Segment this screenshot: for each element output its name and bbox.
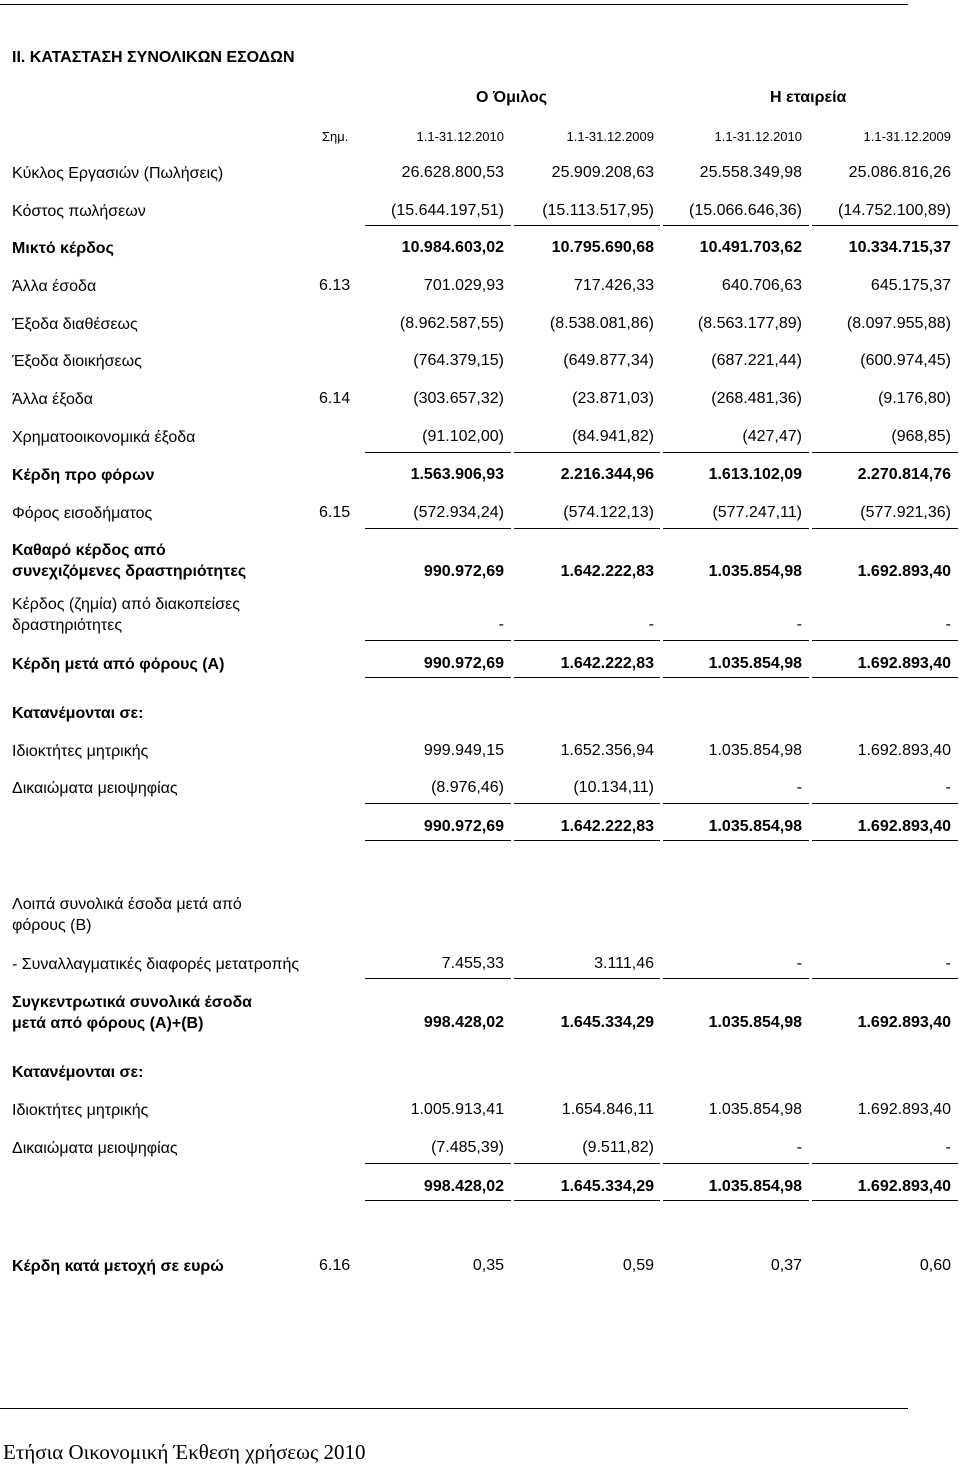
value: 1.035.854,98 bbox=[708, 742, 802, 759]
row-label: μετά από φόρους (Α)+(Β) bbox=[12, 1015, 204, 1032]
underline bbox=[365, 1200, 511, 1201]
note-ref: 6.13 bbox=[319, 277, 351, 294]
company-header: Η εταιρεία bbox=[770, 89, 847, 106]
value: 990.972,69 bbox=[423, 563, 504, 580]
underline bbox=[812, 677, 958, 678]
value: - bbox=[945, 616, 951, 633]
value: (84.941,82) bbox=[572, 428, 654, 445]
row-label: Άλλα έσοδα bbox=[12, 278, 97, 295]
value: 1.692.893,40 bbox=[857, 1014, 951, 1031]
value: 1.654.846,11 bbox=[561, 1101, 654, 1118]
value: 1.645.334,29 bbox=[560, 1014, 654, 1031]
value: 10.334.715,37 bbox=[848, 239, 951, 256]
value: (600.974,45) bbox=[860, 352, 951, 369]
page-title: II. ΚΑΤΑΣΤΑΣΗ ΣΥΝΟΛΙΚΩΝ ΕΣΟΔΩΝ bbox=[12, 49, 295, 66]
row-label: Κατανέμονται σε: bbox=[12, 705, 144, 722]
value: (7.485,39) bbox=[431, 1139, 504, 1156]
value: 1.642.222,83 bbox=[560, 818, 654, 835]
value: (572.934,24) bbox=[413, 504, 504, 521]
value: 10.984.603,02 bbox=[401, 239, 504, 256]
row-label: συνεχιζόμενες δραστηριότητες bbox=[12, 563, 247, 580]
value: 2.216.344,96 bbox=[560, 466, 654, 483]
value: 3.111,46 bbox=[594, 955, 654, 972]
underline bbox=[365, 452, 511, 453]
underline bbox=[663, 803, 809, 804]
underline bbox=[365, 677, 511, 678]
underline bbox=[514, 452, 660, 453]
underline bbox=[514, 677, 660, 678]
underline bbox=[812, 1200, 958, 1201]
underline bbox=[663, 1200, 809, 1201]
value: 25.086.816,26 bbox=[848, 164, 951, 181]
row-label: Έξοδα διοικήσεως bbox=[12, 353, 142, 370]
value: (10.134,11) bbox=[573, 779, 654, 796]
note-header: Σημ. bbox=[322, 129, 349, 144]
col-header-3: 1.1-31.12.2010 bbox=[714, 129, 802, 144]
underline bbox=[514, 640, 660, 641]
value: 7.455,33 bbox=[441, 955, 504, 972]
value: 990.972,69 bbox=[423, 655, 504, 672]
value: 1.642.222,83 bbox=[560, 563, 654, 580]
row-label: δραστηριότητες bbox=[12, 617, 123, 634]
row-label: Κέρδος (ζημία) από διακοπείσες bbox=[12, 596, 240, 613]
col-header-1: 1.1-31.12.2010 bbox=[416, 129, 504, 144]
value: (427,47) bbox=[742, 428, 802, 445]
value: 998.428,02 bbox=[423, 1014, 504, 1031]
value: 1.692.893,40 bbox=[857, 818, 951, 835]
underline bbox=[514, 1200, 660, 1201]
underline bbox=[365, 640, 511, 641]
underline bbox=[365, 803, 511, 804]
value: (91.102,00) bbox=[422, 428, 504, 445]
row-label: Ιδιοκτήτες μητρικής bbox=[12, 743, 149, 760]
underline bbox=[365, 528, 511, 529]
underline bbox=[812, 1163, 958, 1164]
value: 25.909.208,63 bbox=[551, 164, 654, 181]
row-label: Καθαρό κέρδος από bbox=[12, 542, 166, 559]
value: - bbox=[945, 779, 951, 796]
value: 1.005.913,41 bbox=[410, 1101, 504, 1118]
underline bbox=[663, 978, 809, 979]
value: 645.175,37 bbox=[870, 277, 951, 294]
value: 1.035.854,98 bbox=[708, 1014, 802, 1031]
value: 1.692.893,40 bbox=[857, 1178, 951, 1195]
value: - bbox=[945, 1139, 951, 1156]
value: 1.035.854,98 bbox=[708, 655, 802, 672]
underline bbox=[812, 840, 958, 841]
row-label: Κατανέμονται σε: bbox=[12, 1064, 144, 1081]
value: 1.652.356,94 bbox=[560, 742, 654, 759]
value: 1.692.893,40 bbox=[857, 1101, 951, 1118]
value: (23.871,03) bbox=[572, 390, 654, 407]
value: 1.642.222,83 bbox=[560, 655, 654, 672]
underline bbox=[663, 528, 809, 529]
value: (764.379,15) bbox=[413, 352, 504, 369]
underline bbox=[514, 803, 660, 804]
row-label: Δικαιώματα μειοψηφίας bbox=[12, 1140, 178, 1157]
value: - bbox=[648, 616, 654, 633]
value: (9.176,80) bbox=[878, 390, 951, 407]
row-label: Χρηματοοικονομικά έξοδα bbox=[12, 429, 196, 446]
value: 0,35 bbox=[472, 1257, 504, 1274]
value: 1.613.102,09 bbox=[708, 466, 802, 483]
value: 717.426,33 bbox=[573, 277, 654, 294]
value: 998.428,02 bbox=[423, 1178, 504, 1195]
value: (15.644.197,51) bbox=[391, 202, 504, 219]
underline bbox=[365, 225, 511, 226]
underline bbox=[365, 840, 511, 841]
value: (577.247,11) bbox=[712, 504, 802, 521]
value: (8.976,46) bbox=[431, 779, 504, 796]
group-header: Ο Όμιλος bbox=[476, 89, 548, 106]
value: (14.752.100,89) bbox=[838, 202, 951, 219]
row-label: Συγκεντρωτικά συνολικά έσοδα bbox=[12, 994, 253, 1011]
value: - bbox=[796, 616, 802, 633]
value: 1.035.854,98 bbox=[708, 1101, 802, 1118]
value: (574.122,13) bbox=[563, 504, 654, 521]
underline bbox=[812, 225, 958, 226]
value: - bbox=[796, 1139, 802, 1156]
row-label: Έξοδα διαθέσεως bbox=[12, 316, 138, 333]
top-rule bbox=[0, 4, 908, 5]
value: 1.563.906,93 bbox=[410, 466, 504, 483]
note-ref: 6.15 bbox=[319, 504, 351, 521]
value: (268.481,36) bbox=[711, 390, 802, 407]
value: 1.692.893,40 bbox=[857, 742, 951, 759]
value: 1.035.854,98 bbox=[708, 1178, 802, 1195]
value: 0,37 bbox=[770, 1257, 802, 1274]
row-label: φόρους (Β) bbox=[12, 917, 92, 934]
value: 26.628.800,53 bbox=[401, 164, 504, 181]
row-label: Κόστος πωλήσεων bbox=[12, 203, 146, 220]
value: 1.645.334,29 bbox=[560, 1178, 654, 1195]
value: (8.538.081,86) bbox=[549, 315, 654, 332]
row-label: Κέρδη κατά μετοχή σε ευρώ bbox=[12, 1258, 224, 1275]
value: - bbox=[498, 616, 504, 633]
value: 2.270.814,76 bbox=[857, 466, 951, 483]
note-ref: 6.14 bbox=[319, 390, 351, 407]
value: - bbox=[796, 779, 802, 796]
col-header-2: 1.1-31.12.2009 bbox=[566, 129, 654, 144]
col-header-4: 1.1-31.12.2009 bbox=[863, 129, 951, 144]
note-ref: 6.16 bbox=[319, 1257, 351, 1274]
underline bbox=[514, 528, 660, 529]
value: 990.972,69 bbox=[423, 818, 504, 835]
row-label: - Συναλλαγματικές διαφορές μετατροπής bbox=[12, 956, 300, 973]
value: (303.657,32) bbox=[413, 390, 504, 407]
underline bbox=[663, 1163, 809, 1164]
underline bbox=[812, 978, 958, 979]
value: 10.491.703,62 bbox=[699, 239, 802, 256]
value: 0,59 bbox=[622, 1257, 654, 1274]
value: 1.035.854,98 bbox=[708, 563, 802, 580]
value: (9.511,82) bbox=[582, 1139, 654, 1156]
value: 0,60 bbox=[919, 1257, 951, 1274]
underline bbox=[812, 528, 958, 529]
row-label: Ιδιοκτήτες μητρικής bbox=[12, 1102, 149, 1119]
underline bbox=[812, 452, 958, 453]
value: (8.962.587,55) bbox=[399, 315, 504, 332]
value: (649.877,34) bbox=[563, 352, 654, 369]
row-label: Κέρδη προ φόρων bbox=[12, 467, 155, 484]
row-label: Δικαιώματα μειοψηφίας bbox=[12, 780, 178, 797]
value: (15.066.646,36) bbox=[689, 202, 802, 219]
value: (687.221,44) bbox=[711, 352, 802, 369]
underline bbox=[663, 677, 809, 678]
underline bbox=[663, 225, 809, 226]
value: (8.563.177,89) bbox=[697, 315, 802, 332]
value: - bbox=[945, 955, 951, 972]
underline bbox=[663, 640, 809, 641]
value: 640.706,63 bbox=[721, 277, 802, 294]
value: 701.029,93 bbox=[423, 277, 504, 294]
underline bbox=[663, 840, 809, 841]
underline bbox=[812, 803, 958, 804]
value: (8.097.955,88) bbox=[846, 315, 951, 332]
underline bbox=[812, 640, 958, 641]
value: (577.921,36) bbox=[860, 504, 951, 521]
underline bbox=[365, 978, 511, 979]
value: (15.113.517,95) bbox=[542, 202, 654, 219]
underline bbox=[663, 452, 809, 453]
value: 25.558.349,98 bbox=[699, 164, 802, 181]
bottom-rule bbox=[0, 1408, 908, 1409]
row-label: Λοιπά συνολικά έσοδα μετά από bbox=[12, 896, 242, 913]
underline bbox=[514, 840, 660, 841]
value: (968,85) bbox=[891, 428, 951, 445]
value: 10.795.690,68 bbox=[551, 239, 654, 256]
value: 999.949,15 bbox=[423, 742, 504, 759]
underline bbox=[365, 1163, 511, 1164]
value: 1.035.854,98 bbox=[708, 818, 802, 835]
row-label: Μικτό κέρδος bbox=[12, 240, 114, 257]
underline bbox=[514, 978, 660, 979]
row-label: Φόρος εισοδήματος bbox=[12, 505, 153, 522]
value: 1.692.893,40 bbox=[857, 655, 951, 672]
row-label: Κύκλος Εργασιών (Πωλήσεις) bbox=[12, 165, 224, 182]
underline bbox=[514, 1163, 660, 1164]
row-label: Κέρδη μετά από φόρους (Α) bbox=[12, 656, 225, 673]
row-label: Άλλα έξοδα bbox=[12, 391, 94, 408]
value: 1.692.893,40 bbox=[857, 563, 951, 580]
page-footer: Ετήσια Οικονομική Έκθεση χρήσεως 2010 bbox=[3, 1440, 366, 1464]
underline bbox=[514, 225, 660, 226]
value: - bbox=[796, 955, 802, 972]
